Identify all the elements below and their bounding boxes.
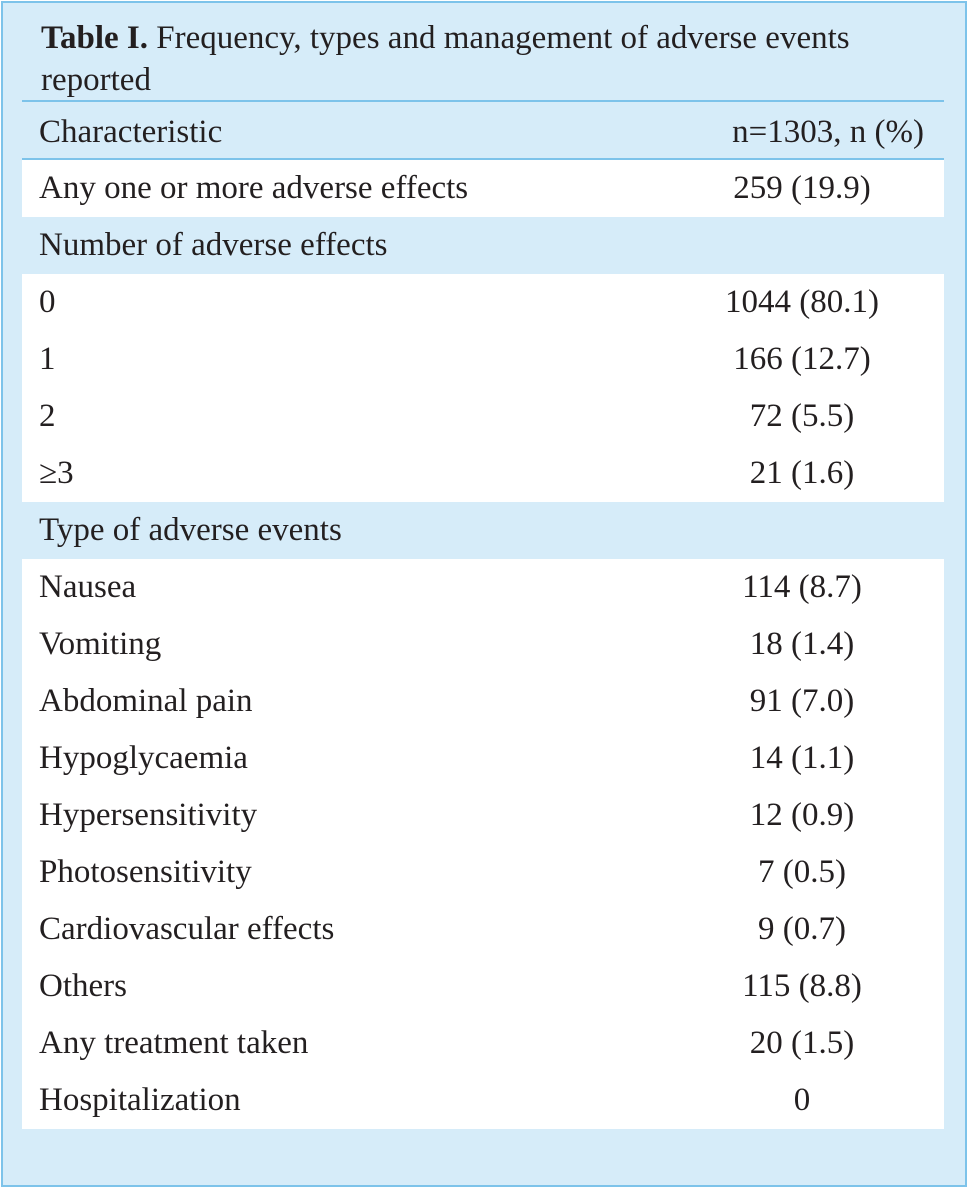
row-label: ≥3 [39, 455, 74, 491]
table-row [22, 787, 944, 844]
row-label: 2 [39, 398, 56, 434]
table-title-text: Frequency, types and management of adverse events reported [41, 20, 850, 98]
row-value: 0 [793, 1082, 811, 1118]
row-value: 91 (7.0) [749, 683, 855, 719]
row-value: 115 (8.8) [742, 968, 862, 1004]
row-value: 9 (0.7) [758, 911, 846, 947]
table-row [22, 388, 944, 445]
row-label: Vomiting [39, 626, 162, 662]
table-row [22, 673, 944, 730]
table-row [22, 160, 944, 217]
table-row [22, 730, 944, 787]
row-label: 0 [39, 284, 56, 320]
row-label: Cardiovascular effects [39, 911, 335, 947]
row-label: Hospitalization [39, 1082, 241, 1118]
row-value: 7 (0.5) [758, 854, 846, 890]
row-value: 12 (0.9) [749, 797, 855, 833]
table-title [41, 17, 941, 101]
table-row [22, 844, 944, 901]
column-header-value: n=1303, n (%) [732, 114, 924, 150]
table-row [22, 274, 944, 331]
row-label: Hypersensitivity [39, 797, 258, 833]
row-value: 166 (12.7) [733, 341, 871, 377]
column-header-characteristic: Characteristic [39, 114, 223, 150]
row-label: Others [39, 968, 127, 1004]
row-value: 14 (1.1) [749, 740, 855, 776]
table-row [22, 1015, 944, 1072]
table-row [22, 331, 944, 388]
header-top-rule [22, 100, 944, 102]
table-row [22, 616, 944, 673]
table-row [22, 1072, 944, 1129]
table-title-label: Table I. [41, 20, 148, 56]
row-value: 259 (19.9) [733, 170, 871, 206]
section-label: Number of adverse effects [39, 227, 388, 263]
row-label: Hypoglycaemia [39, 740, 248, 776]
row-value: 18 (1.4) [749, 626, 855, 662]
table-row [22, 958, 944, 1015]
row-label: Photosensitivity [39, 854, 252, 890]
row-value: 1044 (80.1) [725, 284, 879, 320]
row-label: Any treatment taken [39, 1025, 309, 1061]
row-label: Abdominal pain [39, 683, 253, 719]
row-value: 21 (1.6) [749, 455, 855, 491]
row-label: Nausea [39, 569, 137, 605]
row-value: 114 (8.7) [742, 569, 862, 605]
table-header-row [22, 104, 944, 161]
row-label: 1 [39, 341, 56, 377]
row-label: Any one or more adverse effects [39, 170, 469, 206]
row-value: 72 (5.5) [749, 398, 855, 434]
table-row [22, 445, 944, 502]
table-row [22, 901, 944, 958]
row-value: 20 (1.5) [749, 1025, 855, 1061]
section-header-row [22, 502, 944, 559]
section-label: Type of adverse events [39, 512, 342, 548]
table-row [22, 559, 944, 616]
section-header-row [22, 217, 944, 274]
